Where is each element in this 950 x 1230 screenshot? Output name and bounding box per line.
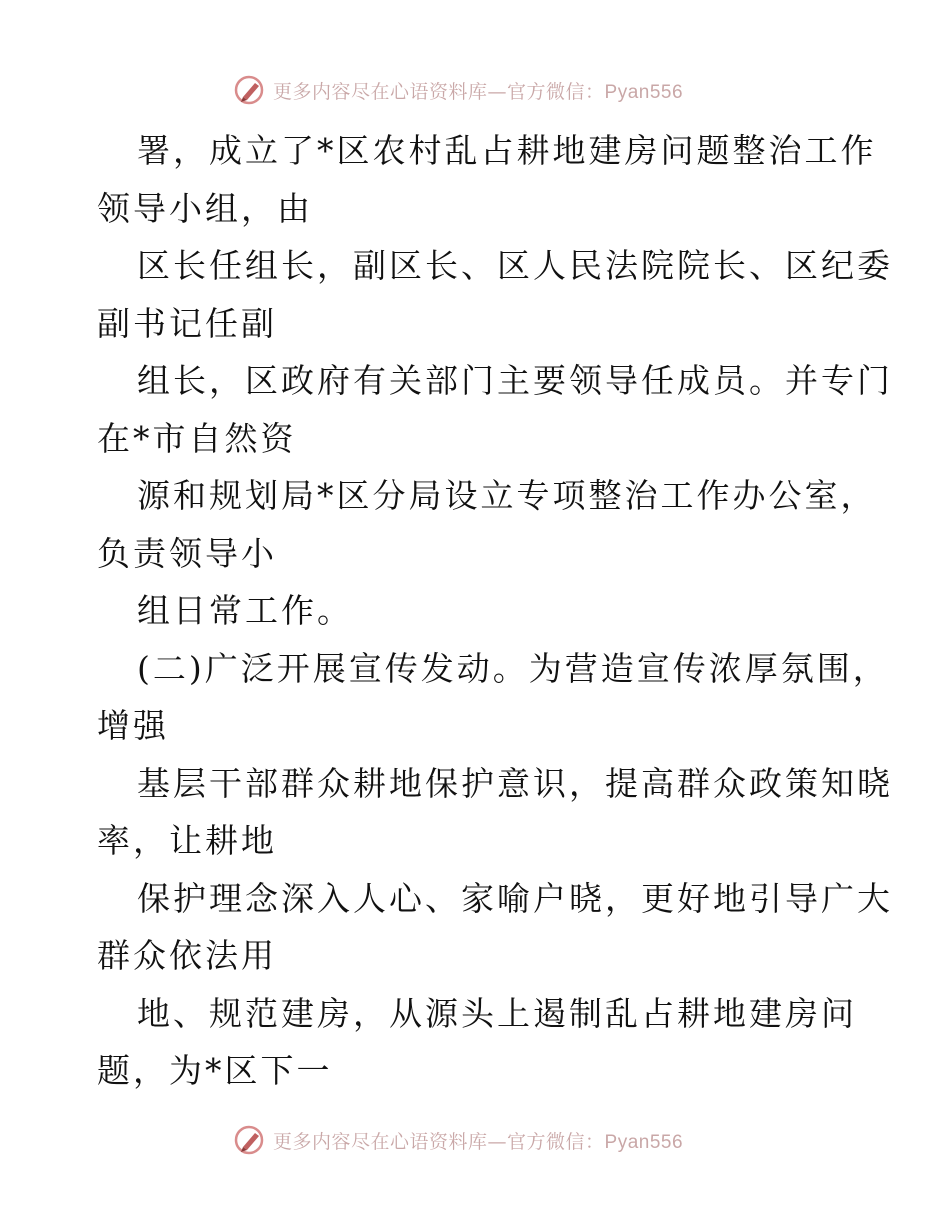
header-watermark (233, 72, 683, 108)
text-line: 保护理念深入人心、家喻户晓，更好地引导广大 (137, 878, 893, 918)
text-line: 副书记任副 (97, 303, 277, 343)
text-line: 在*市自然资 (97, 418, 297, 458)
pen-logo-icon (233, 1123, 267, 1157)
watermark-text (273, 1127, 683, 1154)
text-line: 源和规划局*区分局设立专项整治工作办公室， (137, 476, 877, 515)
text-line: 地、规范建房，从源头上遏制乱占耕地建房问 (137, 993, 857, 1033)
text-line: 署，成立了*区农村乱占耕地建房问题整治工作 (137, 131, 877, 170)
text-line: 群众依法用 (97, 936, 277, 975)
text-line: 增强 (97, 706, 169, 745)
text-line: 基层干部群众耕地保护意识，提高群众政策知晓 (137, 763, 893, 803)
text-line: 负责领导小 (97, 533, 277, 573)
watermark-title: 更多内容尽在心语资料库 (273, 80, 488, 103)
pen-logo-icon (233, 73, 267, 107)
text-line: 组长，区政府有关部门主要领导任成员。并专门 (137, 361, 893, 400)
text-line: (二)广泛开展宣传发动。为营造宣传浓厚氛围， (137, 648, 889, 688)
document-body (97, 122, 893, 1100)
text-line: 领导小组，由 (97, 188, 313, 228)
footer-watermark (233, 1122, 683, 1158)
text-line: 题，为*区下一 (97, 1051, 333, 1090)
watermark-wechat: 官方微信：Pyan556 (507, 81, 684, 103)
watermark-wechat: 官方微信：Pyan556 (507, 1131, 684, 1153)
watermark-dash: — (487, 80, 508, 103)
watermark-dash: — (487, 1130, 508, 1153)
watermark-text (273, 77, 683, 104)
text-line: 组日常工作。 (137, 591, 353, 630)
text-line: 率，让耕地 (97, 821, 277, 860)
text-line: 区长任组长，副区长、区人民法院院长、区纪委 (137, 246, 893, 285)
watermark-title: 更多内容尽在心语资料库 (273, 1130, 488, 1153)
